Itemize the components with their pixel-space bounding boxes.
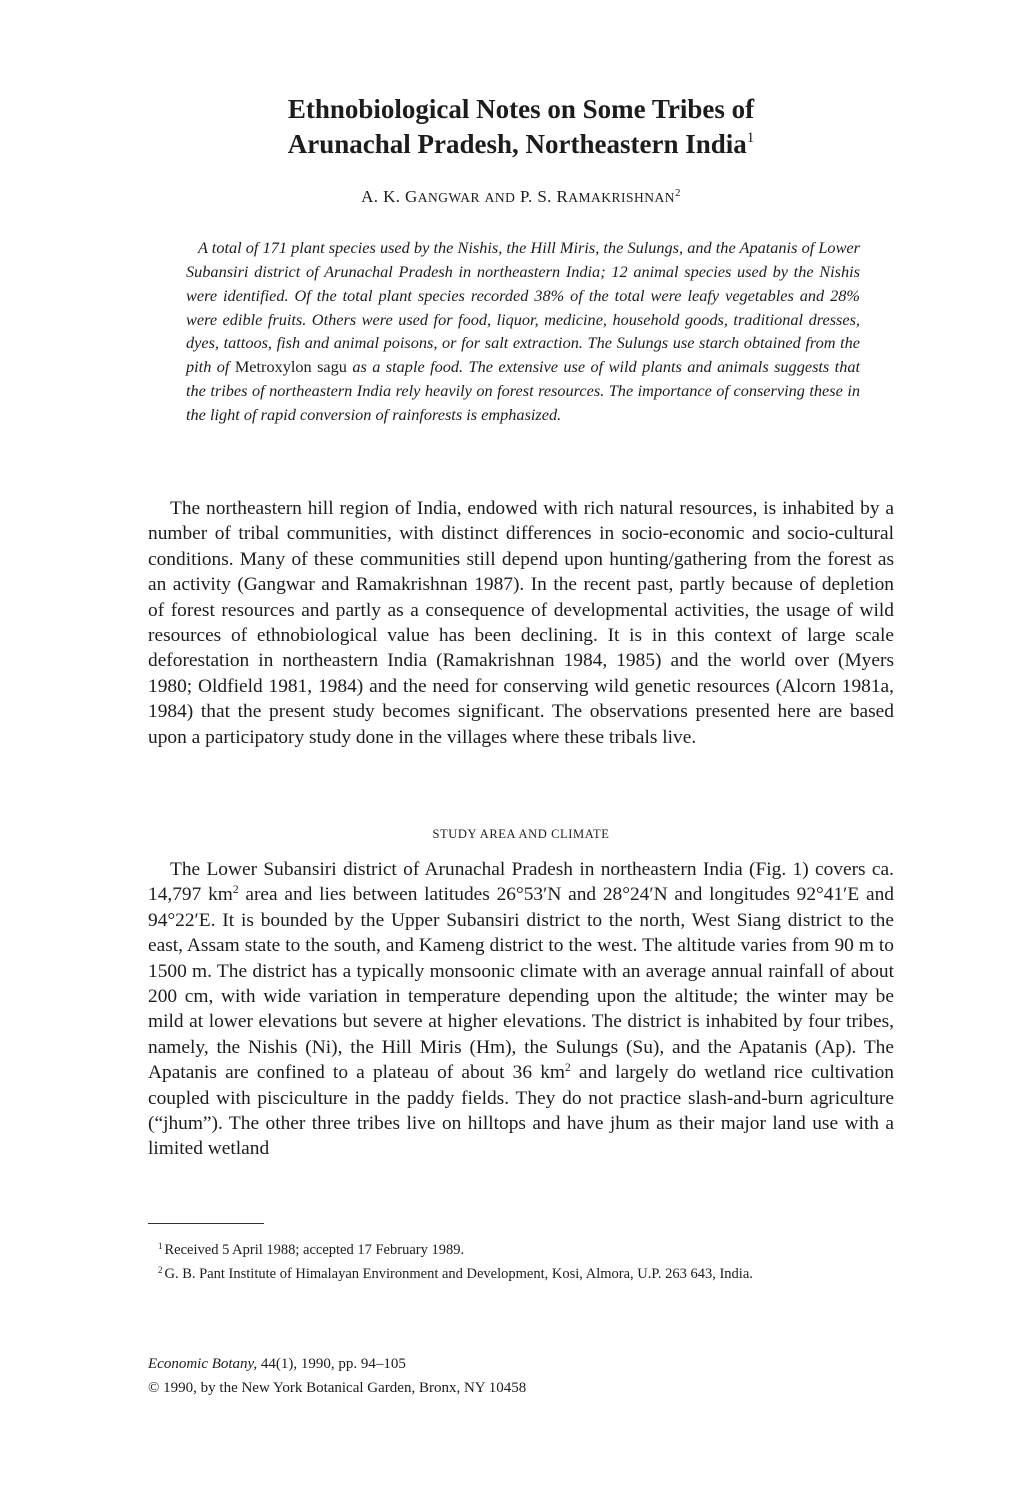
study-area-text-2: area and lies between latitudes 26°53′N and 28°24′N and longitudes 92°41′E and 94°22′E. It is bounded by the Upper Subansiri district to the north, West Siang district to the east, Assam state to the south, and Kameng district to the west. The altitude varies from 90 m to 1500 m. The district has a typically monsoonic climate with an average annual rainfall of about 200 cm, with wide variation in temperature depending upon the altitude; the winter may be mild at lower elevations but severe at higher elevations. The district is inhabited by four tribes, namely, the Nishis (Ni), the Hill Miris (Hm), the Sulungs (Su), and the Apatanis (Ap). The Apatanis are confined to a plateau of about 36 km [148,884,895,1084]
author-1-surname: ANGWAR [417,190,480,205]
footnote-1-text: Received 5 April 1988; accepted 17 February 1989. [164,1242,465,1258]
author-conjunction: AND [484,190,516,205]
copyright-notice: © 1990, by the New York Botanical Garden, Bronx, NY 10458 [148,1380,527,1396]
title-line-1: Ethnobiological Notes on Some Tribes of [287,94,755,124]
author-1-initials: A. K. G [361,187,418,206]
intro-paragraph: The northeastern hill region of India, endowed with rich natural resources, is inhabited by a number of tribal communities, with distinct differences in socio-economic and socio-cultural conditions. Many of these communities still depend upon hunting/gathering from the forest as an activity (Gangwar and Ramakrishnan 1987). In the recent past, partly because of depletion of forest resources and partly as a consequence of developmental activities, the usage of wild resources of ethnobiological value has been declining. It is in this context of large scale deforestation in northeastern India (Ramakrishnan 1984, 1985) and the world over (Myers 1980; Oldfield 1981, 1984) and the need for conserving wild genetic resources (Alcorn 1981a, 1984) that the present study becomes significant. The observations presented here are based upon a participatory study done in the villages where these tribals live. [148,498,894,748]
abstract-text-1: A total of 171 plant species used by the Nishis, the Hill Miris, the Sulungs, and the Apatanis of Lower Subansiri district of Arunachal Pradesh in northeastern India; 12 animal species used by the Nishis were identified. Of the total plant species recorded 38% of the total were leafy vegetables and 28% were edible fruits. Others were used for food, liquor, medicine, household goods, traditional dresses, dyes, tattoos, fish and animal poisons, or for salt extraction. The Sulungs use starch obtained from the pith of [186,238,860,377]
study-area-paragraph [148,857,894,1162]
footnote-2 [148,1265,894,1284]
abstract-text-2: as a staple food. The extensive use of wild plants and animals suggests that the tribes of northeastern India rely heavily on forest resources. The importance of conserving these in the light of rapid conversion of rainforests is emphasized. [186,357,860,424]
article-title [148,92,894,162]
title-footnote-mark: 1 [746,130,755,146]
section-heading: STUDY AREA AND CLIMATE [432,827,610,841]
footnote-divider [148,1223,264,1224]
author-2-initials: P. S. R [520,187,569,206]
footnote-1 [148,1241,894,1260]
article-page [148,0,894,1493]
footnote-2-text: G. B. Pant Institute of Himalayan Environment and Development, Kosi, Almora, U.P. 263 643, India. [164,1266,753,1282]
journal-citation [148,1355,406,1374]
author-line [148,187,894,208]
author-2-footnote-mark: 2 [674,187,681,199]
abstract [186,236,860,427]
study-area-text-3: and largely do wetland rice cultivation coupled with pisciculture in the paddy fields. They do not practice slash-and-burn agriculture (“jhum”). The other three tribes live on hilltops and have jhum as their major land use with a limited wetland [148,1062,894,1160]
journal-name: Economic Botany, [148,1356,258,1372]
superscript-2: 2 [232,884,239,897]
footnote-2-mark: 2 [158,1265,163,1275]
footnote-1-mark: 1 [158,1241,163,1251]
author-2-surname: AMAKRISHNAN [568,190,675,205]
abstract-genus: Metroxylon sagu [234,357,347,377]
title-line-2: Arunachal Pradesh, Northeastern India [287,129,747,159]
journal-volume-pages: 44(1), 1990, pp. 94–105 [257,1356,406,1372]
study-area-text-1: The Lower Subansiri district of Arunachal Pradesh in northeastern India (Fig. 1) covers ca. 14,797 km [148,859,894,906]
superscript-2b: 2 [565,1062,571,1075]
